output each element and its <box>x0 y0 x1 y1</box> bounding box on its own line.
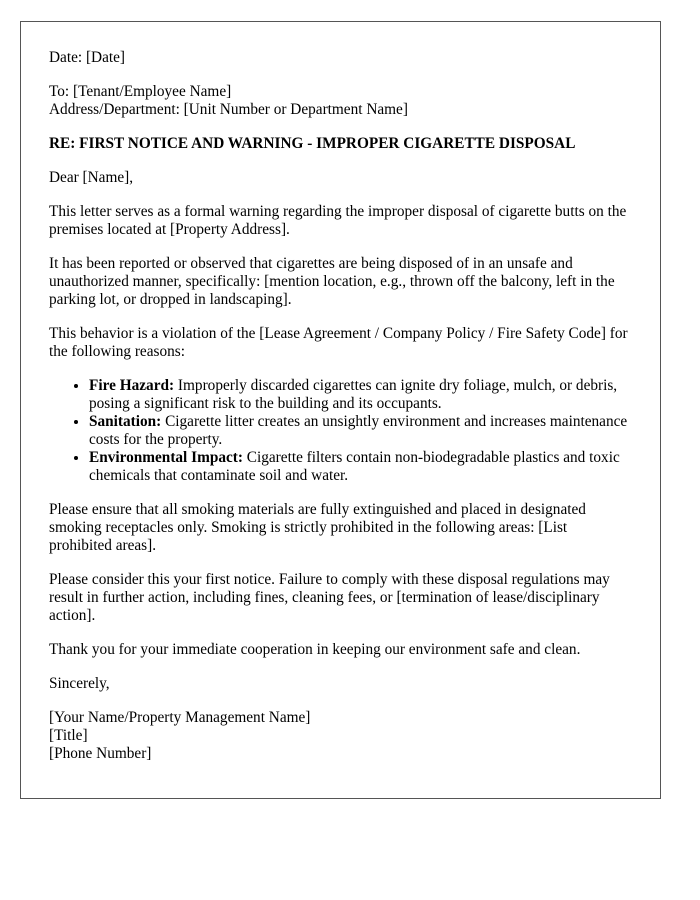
list-item <box>89 377 632 413</box>
warning-letter <box>20 21 661 799</box>
reason-term: Environmental Impact: <box>89 449 243 466</box>
reason-term: Fire Hazard: <box>89 377 175 394</box>
body-paragraph-report: It has been reported or observed that cigarettes are being disposed of in an unsafe and unauthorized manner, specifically: [mention location, e.g., thrown off the balcony, left in the parking lot, or dropped in landscaping]. <box>49 255 615 308</box>
signature-title: [Title] <box>49 727 88 744</box>
recipient-block <box>49 83 632 119</box>
body-paragraph-thanks: Thank you for your immediate cooperation in keeping our environment safe and clean. <box>49 641 581 658</box>
reasons-list <box>49 377 632 485</box>
list-item <box>89 413 632 449</box>
body-paragraph-intro: This letter serves as a formal warning regarding the improper disposal of cigarette butts on the premises located at [Property Address]. <box>49 203 627 238</box>
address-line: Address/Department: [Unit Number or Department Name] <box>49 101 408 118</box>
salutation: Dear [Name], <box>49 169 134 186</box>
signoff: Sincerely, <box>49 675 110 692</box>
body-paragraph-first-notice: Please consider this your first notice. Failure to comply with these disposal regulations may result in further action, including fines, cleaning fees, or [termination of lease/disciplinary action]. <box>49 571 610 624</box>
subject-line: RE: FIRST NOTICE AND WARNING - IMPROPER CIGARETTE DISPOSAL <box>49 135 576 152</box>
body-paragraph-instructions: Please ensure that all smoking materials are fully extinguished and placed in designated smoking receptacles only. Smoking is strictly prohibited in the following areas: [List prohibited areas]. <box>49 501 586 554</box>
signature-name: [Your Name/Property Management Name] <box>49 709 311 726</box>
reason-term: Sanitation: <box>89 413 162 430</box>
reason-text: Cigarette litter creates an unsightly environment and increases maintenance costs for the property. <box>89 413 628 448</box>
signature-phone: [Phone Number] <box>49 745 152 762</box>
signature-block <box>49 709 632 763</box>
reason-text: Improperly discarded cigarettes can ignite dry foliage, mulch, or debris, posing a significant risk to the building and its occupants. <box>89 377 618 412</box>
date-line: Date: [Date] <box>49 49 126 66</box>
list-item <box>89 449 632 485</box>
recipient-line: To: [Tenant/Employee Name] <box>49 83 232 100</box>
body-paragraph-violation: This behavior is a violation of the [Lease Agreement / Company Policy / Fire Safety Code] for the following reasons: <box>49 325 628 360</box>
reason-text: Cigarette filters contain non-biodegradable plastics and toxic chemicals that contaminate soil and water. <box>89 449 620 484</box>
